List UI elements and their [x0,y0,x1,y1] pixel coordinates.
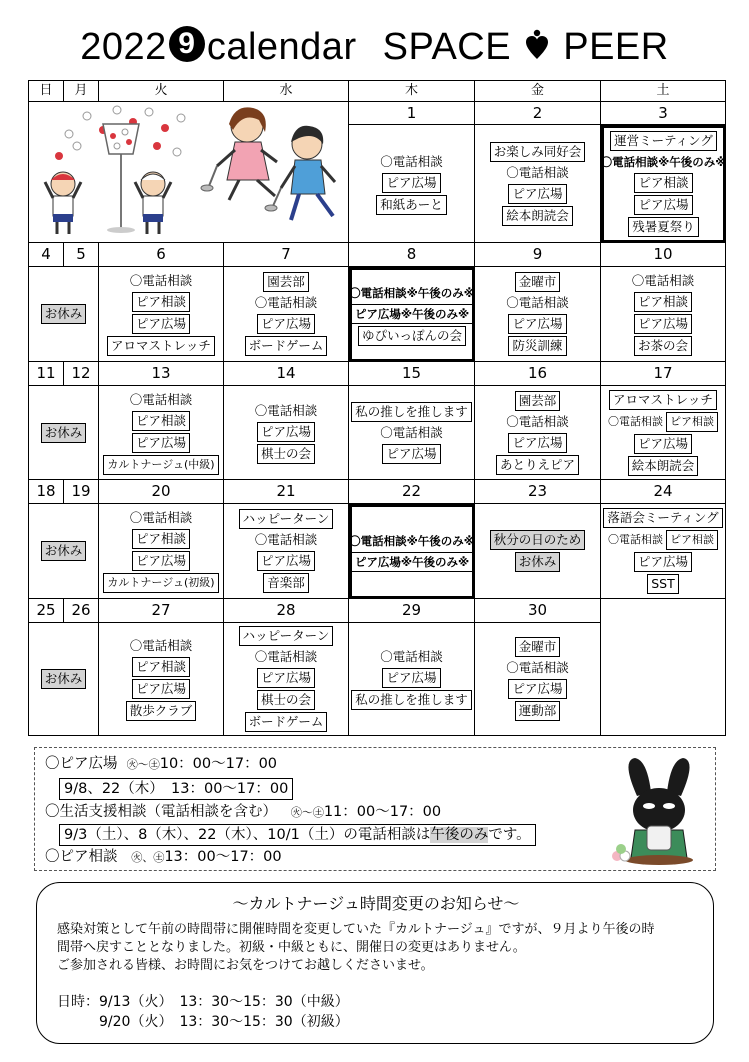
event-music-club: 音楽部 [263,573,309,593]
date-12: 12 [64,362,99,386]
event-aroma: アロマストレッチ [107,336,215,356]
cartonnage-notice [36,882,714,1044]
event-cartonnage-beginner: カルトナージュ(初級) [103,573,218,593]
event-closed: お休み [41,541,87,561]
event-picture-book: 絵本朗読会 [502,206,573,226]
event-phone: 〇電話相談 [129,510,193,525]
event-rakugo-meeting: 落語会ミーティング [603,508,722,528]
day-10-events [601,267,726,362]
day-11-12-events [29,386,99,480]
event-plaza: ピア広場 [132,433,190,453]
date-10: 10 [601,243,726,267]
info-consult-hours [45,847,282,868]
date-14: 14 [224,362,349,386]
info-phone-note-main: 9/3（土）、8（木）、22（木）、10/1（土）の電話相談は [64,827,431,843]
day-13-events [99,386,224,480]
calendar-grid [28,80,726,736]
brand-left: SPACE [382,26,512,68]
day-7-events [224,267,349,362]
day-18-19-events [29,504,99,599]
event-aroma: アロマストレッチ [609,390,717,410]
event-phone: 〇電話相談 [254,532,318,547]
notice-paragraph-3: ご参加される皆様、お時間にお気をつけてお越しくださいませ。 [57,958,434,973]
event-plaza: ピア広場 [382,444,440,464]
day-30-events [475,623,601,736]
girl-spoon-race [201,107,277,200]
event-plaza: ピア広場 [382,668,440,688]
weekday-fri: 金 [475,81,601,102]
notice-paragraph-1: 感染対策として午前の時間帯に開催時間を変更していた『カルトナージュ』ですが、９月より午後の時 [57,922,655,937]
event-phone: 〇電話相談 [380,424,443,440]
event-consult: ピア相談 [132,529,190,549]
event-closed: お休み [41,669,87,689]
event-shogi-club: 棋士の会 [257,444,315,464]
event-friday-market: 金曜市 [515,272,561,292]
event-board-game: ボードゲーム [245,712,328,732]
event-happy-turn: ハッピーターン [239,509,334,529]
heart-logo-icon [526,29,548,61]
event-oshi: 私の推しを推します [351,690,472,710]
event-sst: SST [647,574,679,594]
date-6: 6 [99,243,224,267]
event-consult: ピア相談 [666,412,718,432]
notice-paragraph-2: 間帯へ戻すこととなりました。初級・中級ともに、開催日の変更はありません。 [57,940,526,955]
info-phone-note [59,824,536,846]
info-plaza-time: 10：00～17：00 [159,756,278,772]
day-6-events [99,267,224,362]
day-2-events [475,125,601,243]
event-disaster-drill: 防災訓練 [508,336,566,356]
date-22: 22 [349,480,475,504]
event-oshi: 私の推しを推します [351,402,472,422]
event-tea-party: お茶の会 [634,336,692,356]
info-consult-label: 〇ピア相談 [45,849,118,865]
day-25-26-events [29,623,99,736]
event-phone-afternoon: 〇電話相談※午後のみ※ [349,285,475,300]
date-11: 11 [29,362,64,386]
day-27-events [99,623,224,736]
date-8: 8 [349,243,475,267]
date-28: 28 [224,599,349,623]
event-closed: お休み [41,304,87,324]
info-phone-note-highlight: 午後のみ [430,827,489,843]
day-15-events [349,386,475,480]
event-board-game: ボードゲーム [245,336,328,356]
event-washi-art: 和紙あーと [376,195,447,215]
title-year: 2022 [80,26,167,68]
day-28-events [224,623,349,736]
notice-date-2: 9/20（火） 13：30～15：30（初級） [99,1014,349,1030]
date-27: 27 [99,599,224,623]
date-17: 17 [601,362,726,386]
event-phone: 〇電話相談 [506,413,569,429]
info-consult-time: 13：00～17：00 [164,849,282,865]
event-equinox-holiday: 秋分の日のため [490,530,586,550]
date-23: 23 [475,480,601,504]
event-plaza: ピア広場 [634,195,692,215]
notice-date-label: 日時： [57,994,99,1010]
info-plaza-label: 〇ピア広場 [45,756,118,772]
day-29-events [349,623,475,736]
child-white-team [135,172,171,234]
event-plaza: ピア広場 [132,679,190,699]
illustration-area [29,102,349,243]
date-1: 1 [349,102,475,125]
event-closed: お休み [41,423,87,443]
event-phone: 〇電話相談 [254,402,318,418]
event-picture-book: 絵本朗読会 [628,456,699,476]
event-plaza: ピア広場 [382,173,440,193]
day-24-events [601,504,726,599]
event-plaza: ピア広場 [634,314,692,334]
event-gardening: 園芸部 [515,391,561,411]
date-25: 25 [29,599,64,623]
day-9-events [475,267,601,362]
date-13: 13 [99,362,224,386]
brand-right: PEER [563,26,669,68]
event-plaza: ピア広場 [634,434,692,454]
date-26: 26 [64,599,99,623]
date-29: 29 [349,599,475,623]
event-phone: 〇電話相談 [506,295,569,310]
day-14-events [224,386,349,480]
info-plaza-special: 9/8、22（木） 13：00～17：00 [59,778,293,800]
date-16: 16 [475,362,601,386]
event-consult: ピア相談 [634,173,692,193]
event-cartonnage-intermediate: カルトナージュ(中級) [103,455,218,475]
event-gardening: 園芸部 [263,272,309,292]
date-2: 2 [475,102,601,125]
weekday-mon: 月 [64,81,99,102]
rabbit-mascot-icon [607,756,711,868]
title-month-badge: 9 [169,26,205,62]
date-18: 18 [29,480,64,504]
event-plaza: ピア広場 [257,551,315,571]
event-plaza: ピア広場 [257,314,315,334]
day-20-events [99,504,224,599]
event-phone: 〇電話相談 [129,638,193,653]
info-support-hours [45,802,441,823]
title-word: calendar [206,26,357,68]
date-21: 21 [224,480,349,504]
weekday-sun: 日 [29,81,64,102]
day-22-events [349,504,475,599]
day-1-events [349,125,475,243]
event-consult: ピア相談 [666,530,718,550]
event-happy-turn: ハッピーターン [239,626,334,646]
weekday-sat: 土 [601,81,726,102]
date-24: 24 [601,480,726,504]
info-plaza-days: ㊋～㊏ [126,758,160,771]
boy-spoon-race [265,126,335,220]
event-phone: 〇電話相談 [380,153,443,169]
event-phone: 〇電話相談 [506,164,569,180]
day-4-5-events [29,267,99,362]
event-phone: 〇電話相談 [254,649,318,664]
event-phone: 〇電話相談 [380,649,443,664]
event-closed: お休み [515,552,561,572]
event-yupi-meeting: ゆぴいっぽんの会 [358,326,466,346]
event-plaza: ピア広場 [508,184,566,204]
event-phone: 〇電話相談 [506,660,569,675]
day-17-events [601,386,726,480]
date-20: 20 [99,480,224,504]
event-summer-festival: 残暑夏祭り [628,217,699,237]
event-plaza: ピア広場 [257,668,315,688]
date-15: 15 [349,362,475,386]
day-21-events [224,504,349,599]
event-walking-club: 散歩クラブ [126,701,197,721]
info-support-days: ㊋～㊏ [290,806,324,819]
event-plaza: ピア広場 [634,552,692,572]
date-9: 9 [475,243,601,267]
event-plaza: ピア広場 [132,314,190,334]
event-consult: ピア相談 [132,411,190,431]
event-friday-market: 金曜市 [515,637,561,657]
date-19: 19 [64,480,99,504]
event-atelier-peer: あとりえピア [496,455,579,475]
event-phone: 〇電話相談 [608,414,663,428]
page-title [0,18,749,76]
day-16-events [475,386,601,480]
info-consult-days: ㊋、㊏ [131,851,165,864]
event-consult: ピア相談 [132,657,190,677]
date-4: 4 [29,243,64,267]
event-phone: 〇電話相談 [608,533,663,546]
notice-title: ～カルトナージュ時間変更のお知らせ～ [232,894,520,913]
event-sports-club: 運動部 [515,701,561,721]
event-phone-afternoon: 〇電話相談※午後のみ※ [600,155,727,169]
date-7: 7 [224,243,349,267]
event-consult: ピア相談 [132,292,190,312]
notice-date-1-value: 9/13（火） 13：30～15：30（中級） [99,994,349,1010]
event-phone: 〇電話相談 [254,295,318,310]
event-plaza: ピア広場 [132,551,190,571]
event-plaza: ピア広場 [508,433,566,453]
event-phone: 〇電話相談 [129,391,193,407]
info-support-label: 〇生活支援相談（電話相談を含む） [45,804,277,820]
notice-date-1 [57,993,349,1011]
empty-cell [601,599,726,736]
date-3: 3 [601,102,726,125]
event-plaza: ピア広場 [257,422,315,442]
info-support-time: 11：00～17：00 [323,804,442,820]
date-5: 5 [64,243,99,267]
day-23-events [475,504,601,599]
day-3-events [601,125,726,243]
info-phone-note-end: です。 [488,827,531,843]
weekday-tue: 火 [99,81,224,102]
hours-info-box [34,747,716,871]
event-phone: 〇電話相談 [129,273,193,288]
event-phone-afternoon: 〇電話相談※午後のみ※ [349,533,475,548]
event-plaza-afternoon: ピア広場※午後のみ※ [351,304,473,324]
event-shogi-club: 棋士の会 [257,690,315,710]
event-phone: 〇電話相談 [631,273,695,288]
day-8-events [349,267,475,362]
event-staff-meeting: 運営ミーティング [610,131,717,151]
event-consult: ピア相談 [634,292,692,312]
event-plaza: ピア広場 [508,314,566,334]
info-plaza-hours [45,754,277,775]
event-plaza-afternoon: ピア広場※午後のみ※ [351,552,473,572]
event-plaza: ピア広場 [508,679,566,699]
basket-pole [103,124,139,233]
date-30: 30 [475,599,601,623]
weekday-thu: 木 [349,81,475,102]
event-club: お楽しみ同好会 [490,142,586,162]
weekday-wed: 水 [224,81,349,102]
child-red-team [45,172,81,234]
children-illustration [29,102,347,241]
